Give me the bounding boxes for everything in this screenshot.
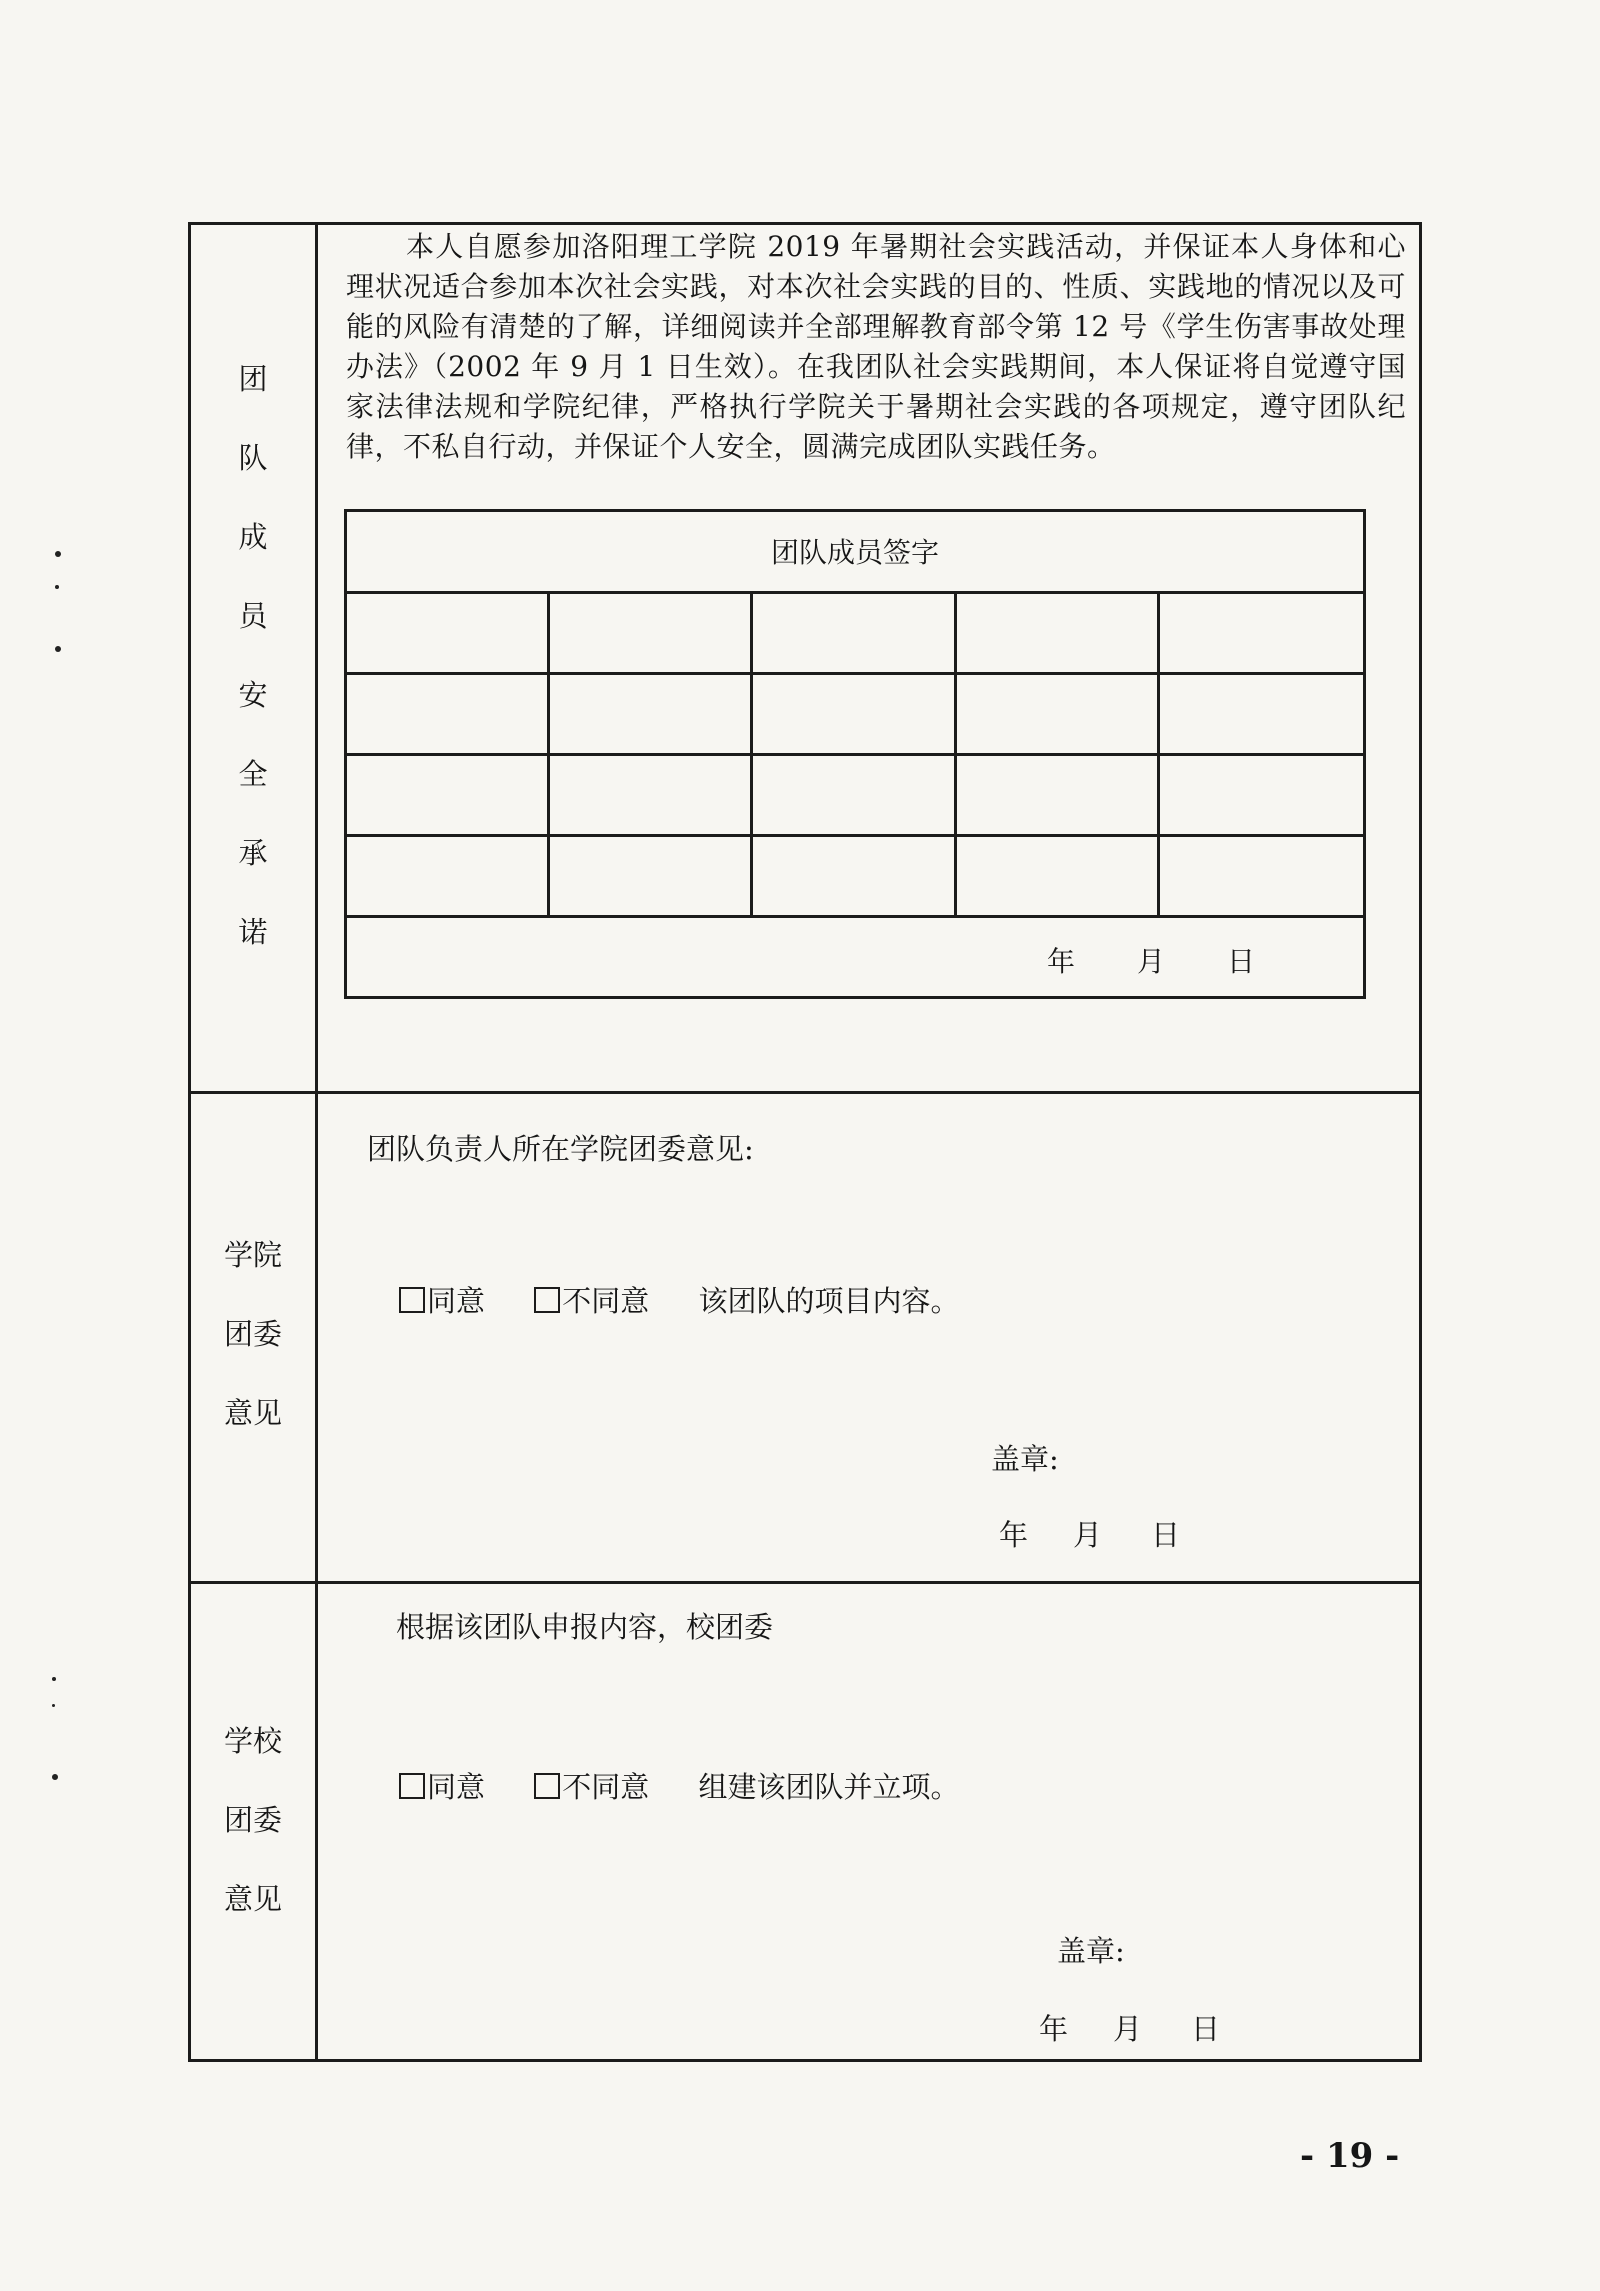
school-seal-label: 盖章:: [1057, 1934, 1125, 1968]
agree-option[interactable]: 同意: [399, 1284, 485, 1318]
school-opinion-heading: 根据该团队申报内容，校团委: [396, 1610, 774, 1644]
date-year: 年: [1039, 2012, 1069, 2046]
checkbox-icon[interactable]: [534, 1287, 560, 1313]
commitment-form-table: [188, 222, 1422, 2062]
binding-dot: [55, 551, 61, 557]
signature-table: [344, 509, 1366, 999]
binding-dot: [55, 646, 61, 652]
disagree-option[interactable]: 不同意: [534, 1284, 649, 1318]
signature-cell[interactable]: [1160, 756, 1363, 837]
binding-dot: [55, 585, 59, 589]
signature-cell[interactable]: [753, 675, 956, 756]
college-seal-label: 盖章:: [991, 1442, 1059, 1476]
date-day: 日: [1151, 1518, 1181, 1552]
date-month: 月: [1073, 1518, 1103, 1552]
date-month: 月: [1137, 945, 1166, 978]
date-day: 日: [1227, 945, 1256, 978]
signature-cell[interactable]: [550, 837, 753, 918]
date-month: 月: [1113, 2012, 1143, 2046]
pledge-text: 本人自愿参加洛阳理工学院 2019 年暑期社会实践活动，并保证本人身体和心理状况适合参加本次社会实践，对本次社会实践的目的、性质、实践地的情况以及可能的风险有清楚的了解，详细阅读并全部理解教育部令第 12 号《学生伤害事故处理办法》（2002 年 9 月 1 日生效）。在我团队社会实践期间，本人保证将自觉遵守国家法律法规和学院纪律，严格执行学院关于暑期社会实践的各项规定，遵守团队纪律，不私自行动，并保证个人安全，圆满完成团队实践任务。: [346, 230, 1406, 463]
signature-cell[interactable]: [957, 675, 1160, 756]
signature-cell[interactable]: [347, 594, 550, 675]
signature-cell[interactable]: [1160, 837, 1363, 918]
signature-cell[interactable]: [550, 594, 753, 675]
checkbox-icon[interactable]: [399, 1773, 425, 1799]
signature-cell[interactable]: [550, 675, 753, 756]
signature-cell[interactable]: [957, 756, 1160, 837]
signature-cell[interactable]: [1160, 594, 1363, 675]
binding-dot: [52, 1704, 55, 1707]
signature-cell[interactable]: [1160, 675, 1363, 756]
option-suffix: 组建该团队并立项。: [698, 1770, 960, 1804]
signature-cell[interactable]: [347, 837, 550, 918]
signature-cell[interactable]: [753, 594, 956, 675]
signature-cell[interactable]: [347, 675, 550, 756]
page-number: - 19 -: [1300, 2136, 1400, 2176]
signature-grid: [347, 594, 1363, 918]
signature-cell[interactable]: [550, 756, 753, 837]
college-opinion-label: 学院 团委 意见: [223, 1238, 282, 1430]
school-opinion-options: [399, 1765, 959, 1806]
signature-cell[interactable]: [347, 756, 550, 837]
signature-cell[interactable]: [957, 594, 1160, 675]
date-year: 年: [999, 1518, 1029, 1552]
signature-date-row: [347, 918, 1363, 996]
date-year: 年: [1047, 945, 1076, 978]
row-divider: [191, 1581, 1419, 1584]
signature-cell[interactable]: [957, 837, 1160, 918]
college-opinion-options: [399, 1279, 959, 1320]
signature-cell[interactable]: [753, 837, 956, 918]
column-divider: [315, 225, 318, 2059]
disagree-option[interactable]: 不同意: [534, 1770, 649, 1804]
agree-option[interactable]: 同意: [399, 1770, 485, 1804]
option-suffix: 该团队的项目内容。: [698, 1284, 960, 1318]
safety-pledge-label: 团 队 成 员 安 全 承 诺: [238, 362, 268, 949]
date-day: 日: [1191, 2012, 1221, 2046]
signature-table-title: 团队成员签字: [347, 512, 1363, 594]
signature-cell[interactable]: [753, 756, 956, 837]
binding-dot: [52, 1774, 58, 1780]
college-opinion-heading: 团队负责人所在学院团委意见:: [367, 1132, 754, 1166]
row-divider: [191, 1091, 1419, 1094]
checkbox-icon[interactable]: [399, 1287, 425, 1313]
school-opinion-label: 学校 团委 意见: [223, 1724, 282, 1916]
checkbox-icon[interactable]: [534, 1773, 560, 1799]
binding-dot: [52, 1677, 56, 1681]
